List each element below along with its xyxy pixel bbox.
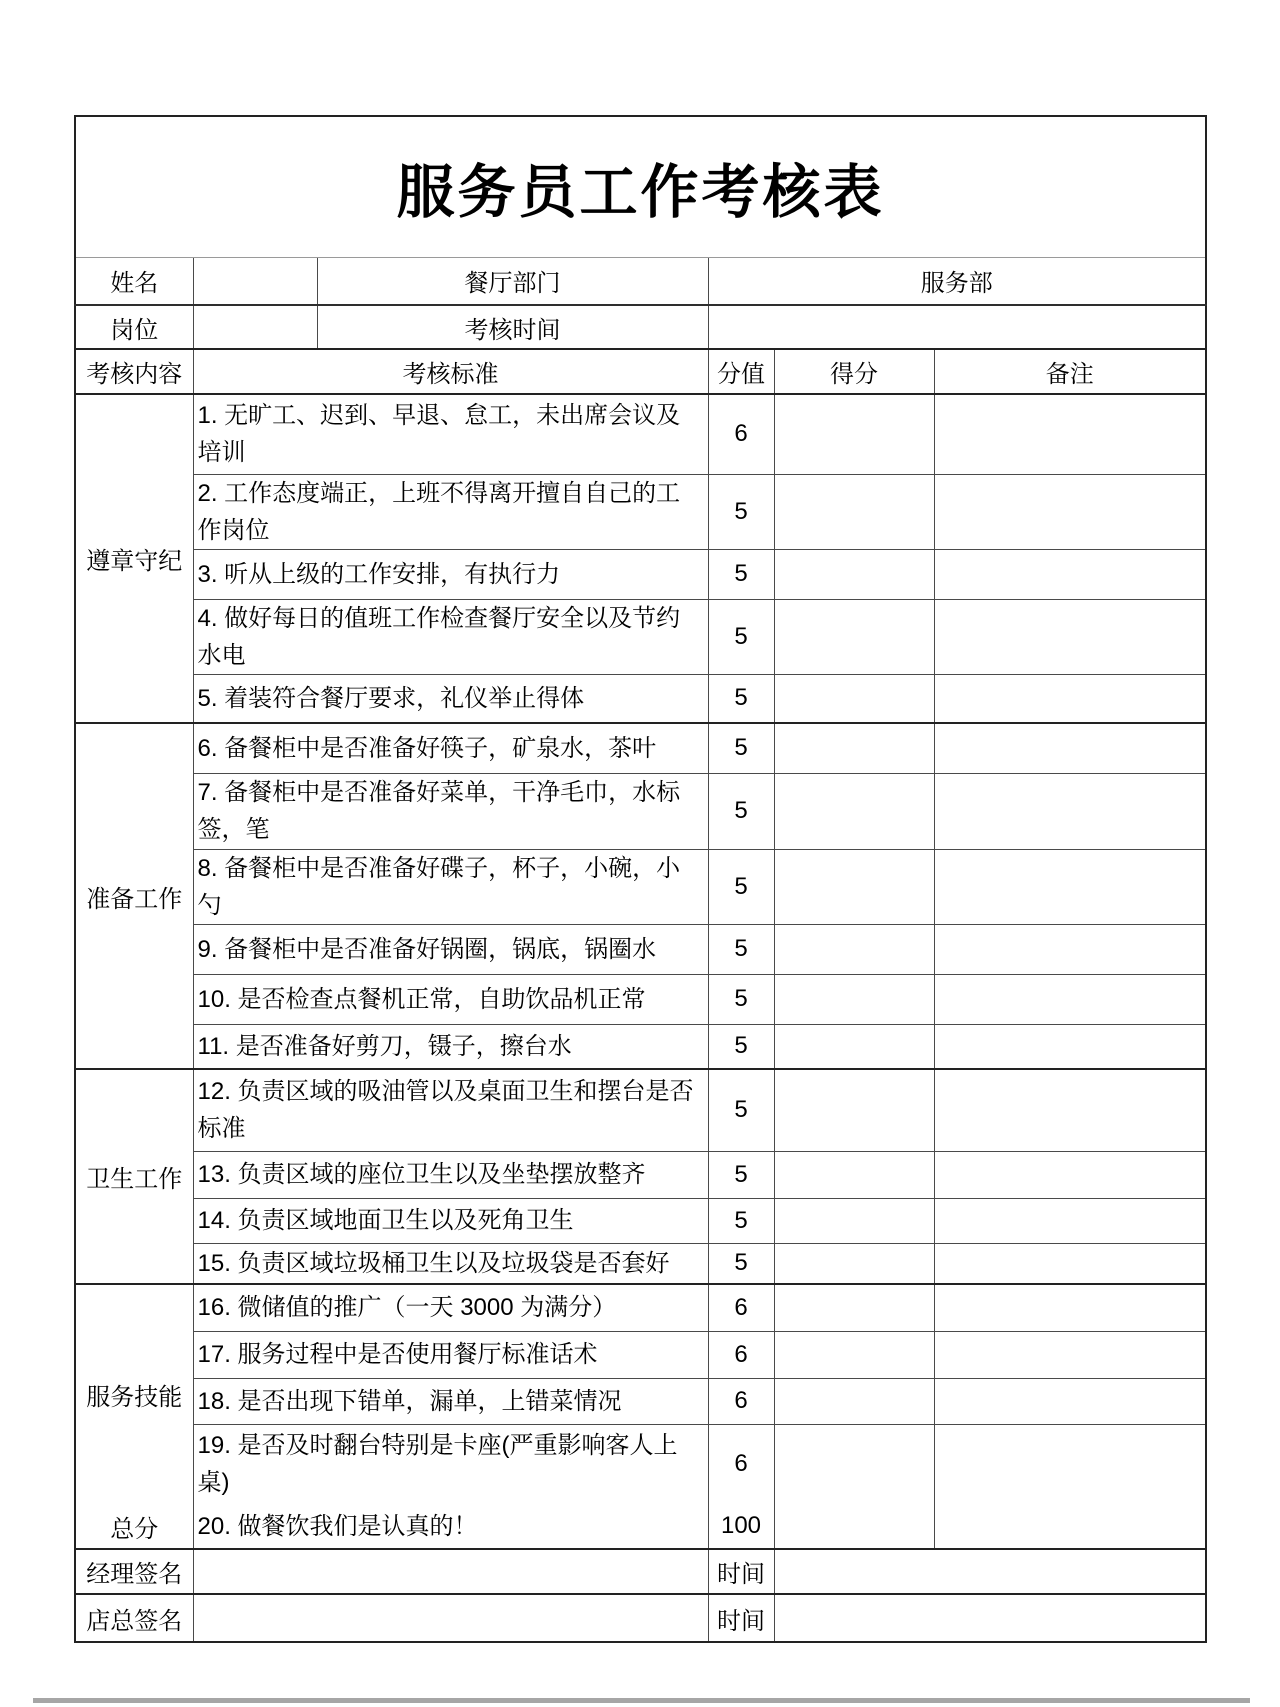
item-text: 19. 是否及时翻台特别是卡座(严重影响客人上桌) — [193, 1424, 708, 1504]
table-row — [75, 1024, 1206, 1069]
remark-cell — [934, 1331, 1206, 1378]
time-value-cell — [708, 305, 1206, 349]
dept-label: 餐厅部门 — [317, 257, 708, 305]
page-title: 服务员工作考核表 — [75, 116, 1206, 257]
manager-time-area — [774, 1549, 1206, 1594]
item-score: 5 — [708, 974, 774, 1024]
item-text: 5. 着装符合餐厅要求，礼仪举止得体 — [193, 674, 708, 723]
name-label: 姓名 — [75, 257, 193, 305]
item-text: 1. 无旷工、迟到、早退、怠工，未出席会议及培训 — [193, 394, 708, 474]
total-row — [75, 1504, 1206, 1549]
table-row — [75, 394, 1206, 474]
col-header-remark: 备注 — [934, 349, 1206, 394]
remark-cell — [934, 723, 1206, 773]
item-score: 5 — [708, 773, 774, 849]
item-text: 12. 负责区域的吸油管以及桌面卫生和摆台是否标准 — [193, 1069, 708, 1151]
item-score: 5 — [708, 1024, 774, 1069]
item-score: 5 — [708, 674, 774, 723]
gained-cell — [774, 924, 934, 974]
gained-cell — [774, 849, 934, 924]
item-text: 17. 服务过程中是否使用餐厅标准话术 — [193, 1331, 708, 1378]
section-label-total: 总分 — [75, 1504, 193, 1549]
table-row — [75, 1331, 1206, 1378]
item-text: 15. 负责区域垃圾桶卫生以及垃圾袋是否套好 — [193, 1243, 708, 1284]
gained-cell — [774, 1024, 934, 1069]
col-header-standard: 考核标准 — [193, 349, 708, 394]
item-score: 6 — [708, 1378, 774, 1424]
gained-cell — [774, 549, 934, 599]
table-row — [75, 773, 1206, 849]
item-score: 5 — [708, 1151, 774, 1198]
item-text: 11. 是否准备好剪刀，镊子，擦台水 — [193, 1024, 708, 1069]
item-score: 5 — [708, 723, 774, 773]
item-text: 16. 微储值的推广（一天 3000 为满分） — [193, 1284, 708, 1331]
item-text: 9. 备餐柜中是否准备好锅圈，锅底，锅圈水 — [193, 924, 708, 974]
remark-cell — [934, 974, 1206, 1024]
item-text: 8. 备餐柜中是否准备好碟子，杯子，小碗，小勺 — [193, 849, 708, 924]
table-row — [75, 1378, 1206, 1424]
remark-cell — [934, 1024, 1206, 1069]
gained-cell — [774, 1331, 934, 1378]
section-label-service-skill: 服务技能 — [75, 1284, 193, 1504]
col-header-score: 分值 — [708, 349, 774, 394]
gained-cell — [774, 1198, 934, 1243]
table-row — [75, 1198, 1206, 1243]
gained-cell — [774, 1378, 934, 1424]
gained-cell — [774, 1504, 934, 1549]
remark-cell — [934, 773, 1206, 849]
table-row — [75, 599, 1206, 674]
item-text: 3. 听从上级的工作安排，有执行力 — [193, 549, 708, 599]
remark-cell — [934, 394, 1206, 474]
remark-cell — [934, 1198, 1206, 1243]
store-signature-row — [75, 1594, 1206, 1642]
remark-cell — [934, 549, 1206, 599]
section-label-hygiene: 卫生工作 — [75, 1069, 193, 1284]
manager-sign-area — [193, 1549, 708, 1594]
item-score: 5 — [708, 474, 774, 549]
assessment-form-table — [74, 115, 1207, 1643]
gained-cell — [774, 773, 934, 849]
remark-cell — [934, 674, 1206, 723]
item-score: 6 — [708, 1331, 774, 1378]
item-text: 18. 是否出现下错单，漏单，上错菜情况 — [193, 1378, 708, 1424]
gained-cell — [774, 674, 934, 723]
store-time-area — [774, 1594, 1206, 1642]
gained-cell — [774, 1243, 934, 1284]
table-row — [75, 1284, 1206, 1331]
post-value-cell — [193, 305, 317, 349]
item-score: 6 — [708, 1284, 774, 1331]
table-row — [75, 1243, 1206, 1284]
table-row — [75, 723, 1206, 773]
name-row — [75, 257, 1206, 305]
remark-cell — [934, 1378, 1206, 1424]
col-header-content: 考核内容 — [75, 349, 193, 394]
item-text: 20. 做餐饮我们是认真的！ — [193, 1504, 708, 1549]
item-score: 5 — [708, 1243, 774, 1284]
table-row — [75, 674, 1206, 723]
remark-cell — [934, 1243, 1206, 1284]
col-header-gained: 得分 — [774, 349, 934, 394]
remark-cell — [934, 1151, 1206, 1198]
table-row — [75, 1069, 1206, 1151]
column-header-row — [75, 349, 1206, 394]
item-text: 4. 做好每日的值班工作检查餐厅安全以及节约水电 — [193, 599, 708, 674]
remark-cell — [934, 599, 1206, 674]
title-row — [75, 116, 1206, 257]
gained-cell — [774, 394, 934, 474]
remark-cell — [934, 1424, 1206, 1504]
remark-cell — [934, 1069, 1206, 1151]
store-sign-label: 店总签名 — [75, 1594, 193, 1642]
item-text: 14. 负责区域地面卫生以及死角卫生 — [193, 1198, 708, 1243]
gained-cell — [774, 599, 934, 674]
table-row — [75, 974, 1206, 1024]
name-value-cell — [193, 257, 317, 305]
item-score: 5 — [708, 549, 774, 599]
dept-value-cell: 服务部 — [708, 257, 1206, 305]
remark-cell — [934, 924, 1206, 974]
gained-cell — [774, 1069, 934, 1151]
item-score: 5 — [708, 849, 774, 924]
remark-cell — [934, 849, 1206, 924]
gained-cell — [774, 474, 934, 549]
item-text: 10. 是否检查点餐机正常，自助饮品机正常 — [193, 974, 708, 1024]
post-row — [75, 305, 1206, 349]
item-score: 5 — [708, 1069, 774, 1151]
time-label: 考核时间 — [317, 305, 708, 349]
table-row — [75, 849, 1206, 924]
item-score: 5 — [708, 1198, 774, 1243]
post-label: 岗位 — [75, 305, 193, 349]
gained-cell — [774, 1151, 934, 1198]
item-text: 2. 工作态度端正，上班不得离开擅自自己的工作岗位 — [193, 474, 708, 549]
page-edge-divider — [33, 1698, 1250, 1703]
store-sign-area — [193, 1594, 708, 1642]
table-row — [75, 1151, 1206, 1198]
remark-cell — [934, 1284, 1206, 1331]
table-row — [75, 549, 1206, 599]
gained-cell — [774, 974, 934, 1024]
manager-signature-row — [75, 1549, 1206, 1594]
item-score: 5 — [708, 599, 774, 674]
table-row — [75, 474, 1206, 549]
store-time-label: 时间 — [708, 1594, 774, 1642]
remark-cell — [934, 1504, 1206, 1549]
section-label-preparation: 准备工作 — [75, 723, 193, 1069]
item-text: 6. 备餐柜中是否准备好筷子，矿泉水，茶叶 — [193, 723, 708, 773]
gained-cell — [774, 1424, 934, 1504]
item-score: 100 — [708, 1504, 774, 1549]
remark-cell — [934, 474, 1206, 549]
gained-cell — [774, 723, 934, 773]
section-label-discipline: 遵章守纪 — [75, 394, 193, 723]
item-text: 13. 负责区域的座位卫生以及坐垫摆放整齐 — [193, 1151, 708, 1198]
item-score: 5 — [708, 924, 774, 974]
item-score: 6 — [708, 394, 774, 474]
gained-cell — [774, 1284, 934, 1331]
item-score: 6 — [708, 1424, 774, 1504]
item-text: 7. 备餐柜中是否准备好菜单，干净毛巾，水标签，笔 — [193, 773, 708, 849]
table-row — [75, 924, 1206, 974]
table-row — [75, 1424, 1206, 1504]
manager-time-label: 时间 — [708, 1549, 774, 1594]
manager-sign-label: 经理签名 — [75, 1549, 193, 1594]
